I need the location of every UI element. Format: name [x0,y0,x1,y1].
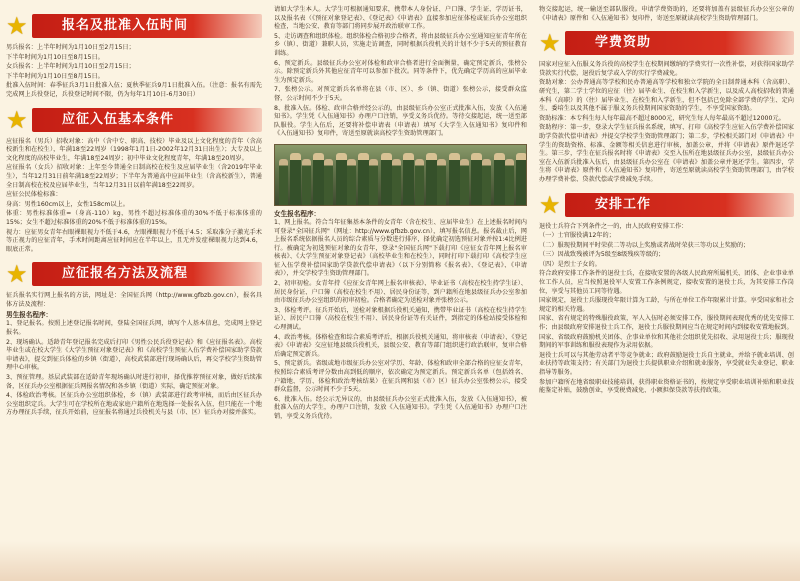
paragraph: 2、初审初检。女青年持《应征女青年网上报名审核表》、毕业证书（高校在校生持学生证）、居民身份证、户口簿（高校在校生不用）、居民身份证等，到户籍所在地县级征兵办公室参加由市级征兵办公室组织的初审初检。合格者确定为送检对象并张榜公示。 [274,280,527,305]
paragraph: 退役士兵可以与其他劳动者平等竞争就业；政府鼓励退役士兵自主就业，并给予就业培训、创业扶持等政策支持；有关部门为退役士兵提供职业介绍和就业服务，享受就业失业登记、职业指导等服务。 [539,351,794,376]
soldier-figure [415,159,424,205]
paragraph: 女兵报名：上半年时间为1月10日至2月15日； [6,63,135,71]
section-header-job-placement [539,191,794,219]
paragraph: 应征报名（女兵）招收对象：上年至今普通全日制高校在校生及应届毕业生（含2019年毕业生），当年12月31日前年满18至22周岁；下半年为普通高中应届毕业生（含高校新生），普通全日制高校在校及应届毕业生，当年12月31日以前年满18至22周岁。 [6,164,262,189]
paragraph: （四）是烈士子女的。 [539,260,601,268]
soldier-figure [358,153,369,205]
section-title: 学费资助 [565,31,794,55]
soldier-figure [347,159,356,205]
soldier-figure [381,153,392,205]
section-header-tuition-aid [539,29,794,57]
soldier-figure [460,159,469,205]
soldier-figure [505,159,514,205]
paragraph: 应征报名（男兵）招收对象：高中（含中专、职高、技校）毕业及以上文化程度的青年（含高校新生和在校生），年满18至22周岁（1998年1月1日-2002年12月31日出生）；大专及以上文化程度的高校毕业生，年满18至24周岁；初中毕业文化程度青年，年满18至20周岁。 [6,137,262,162]
soldier-figure [426,153,437,205]
section-header-basic-conditions [6,106,262,134]
column-middle [268,0,533,581]
soldier-figure [324,159,333,205]
paragraph: 3、预征管理。基层武装部在适龄青年现场确认时进行初审，择优推荐预征对象，做好后续准备，区征兵办公室根据征兵网报名情况和各乡镇（街道）实际，确定预征对象。 [6,374,262,390]
soldiers-parade-photo [274,144,527,206]
paragraph: 男兵报名：上半年时间为1月10日至2月15日； [6,44,135,51]
paragraph: 下半年时间为1月10日至8月15日。 [6,72,104,80]
star-icon: ★ [6,260,28,289]
soldier-figure [403,153,414,205]
paragraph: 体重：男性标准体重=（身高-110）kg，男性不超过标准体重的30%不低于标准体重的15%；女生不超过标准体重的20%不低于标准体重的15%。 [6,210,262,226]
paragraph: 6、批准入伍。经公示无异议的，由县级征兵办公室正式批准入伍，发放《入伍通知书》，被批准入伍的大学生，办理户口注销，发放《入伍通知书》。学生凭《入伍通知书》办理户口注销，享受义务兵优待。 [274,395,527,420]
paragraph: 请如大学生本人。大学生可根据通知要求，携带本人身份证、户口簿、学生证、学历证书，以及报名表（《预征对象登记表》、《登记表》《申请表》直接参加应征体检或征兵办公室组织检查，当地公安、教育等部门将同步展开政治联审工作。 [274,6,527,31]
star-icon: ★ [6,12,28,40]
section-title: 安排工作 [565,193,794,217]
subheading: 女生报名程序： [274,209,321,218]
paragraph: 应征公民体检标准： [6,191,62,199]
paragraph: 国家对应征入伍服义务兵役的高校学生在校期间缴纳的学费实行一次性补偿，对获得国家助学贷款实行代偿，退役后复学或入学的实行学费减免。 [539,61,794,77]
paragraph: 资助程序：第一步，登录大学生征兵报名系统，填写、打印《高校学生应征入伍学费补偿国家助学贷款代偿申请表》并提交学校学生资助管理部门；第二步，学校相关部门对《申请表》中学生的资助资格、标准、金额等相关信息进行审核，加盖公章，并将《申请表》原件退还学生。第三步，学生在征兵报名时将《申请表》交至入伍所在地县级征兵办公室，县级征兵办公室在入伍新兵批准入伍后，由县级征兵办公室在《申请表》加盖公章并退还学生。第四步，学生将《申请表》原件和《入伍通知书》复印件，寄送至原就读高校学生资助管理部门，由学校办理学费补偿、贷款代偿或学费减免手续。 [539,124,794,183]
paragraph: 3、体检考评。征兵开始后，送检对象根据兵役机关通知，携带毕业证书（高校在校生持学生证）、居民户口簿（高校在校生不用）、居民身份证等有关证件，到指定的体检站接受体检和心理测试。 [274,306,527,332]
soldier-figure [336,153,347,205]
paragraph: 身高：男性160cm以上，女性158cm以上。 [6,200,129,208]
paragraph: 下半年时间为1月10日至8月15日。 [6,53,104,61]
soldier-figure [437,159,446,205]
column-right [533,0,800,581]
bottom-decoration [533,541,800,581]
bottom-decoration [268,541,533,581]
column-left [0,0,268,581]
section-header-apply-method [6,260,262,288]
paragraph: 国家、省级政府鼓励机关团体、企事业单位和其他社会组织优先招收、录用退役士兵；服现役期间的军事训练和服役表现作为录用依据。 [539,333,794,350]
paragraph: 6、预定新兵。县级征兵办公室对体检和政审合格者进行全面衡量，确定预定新兵，张榜公示。除预定新兵外其他应征青年可以参加下批次。同等条件下，优先确定学历高的应届毕业生为预定新兵。 [274,59,527,84]
paragraph: 符合政府安排工作条件的退役士兵，在接收安置的各级人民政府所属机关、团体、企业事业单位工作人员，应当按照退役军人安置工作条例规定，接收安置的退役士兵，为其安排工作岗位，享受与其他员工同等待遇。 [539,270,794,295]
paragraph: 1、登记报名。按照上述登记报名时间，登陆全国征兵网，填写个人基本信息，完成网上登记报名。 [6,320,262,337]
bottom-decoration [0,541,268,581]
paragraph: 征兵报名实行网上报名的方法，网址是：全国征兵网（http://www.gfbzb.gov.cn），报名具体方法及流程： [6,292,262,308]
paragraph: 7、张榜公示。对预定新兵名单将在县（市、区）、乡（镇、街道）张榜公示，接受群众监督，公示时间不少于5天。 [274,86,527,102]
paragraph: 批准入伍时间：春季征兵3月1日批准入伍；夏秋季征兵9月1日批准入伍。（注意：报名有需先完成网上兵役登记，兵役登记时间不限，仍为每年1月10日-6月30日） [6,82,262,98]
paragraph: 5、走访调查和组织体检。组织体检合格初步合格者，将由县级征兵办公室通知应征青年所在乡（镇）、街道）兼职人员，实施走访调查，同时根据兵役机关的计划不少于5天的预征教育训练。 [274,32,527,57]
soldier-figure [471,153,482,205]
section-title: 报名及批准入伍时间 [32,14,262,38]
soldier-figure [313,153,324,205]
paragraph: 参加户籍所在地省级职业技能培训，获得职业资格证书的，按规定享受职业培训补贴和职业技能鉴定补贴，鼓励创业，享受税费减免、小额担保贷款等扶持政策。 [539,378,794,395]
soldier-figure [302,159,311,205]
paragraph: 5、预定新兵。省级或地市级征兵办公室对学历、年龄、体检和政审全部合格的应征女青年，按照综合素质考评分数由高到低的顺序，依次确定为预定新兵。预定新兵名单（包括姓名、户籍地、学历、体检和政治考核结果）在征兵网和县（市）区）征兵办公室张榜公示，接受群众监督，公示时间不少于5天。 [274,360,527,394]
section-title: 应征报名方法及流程 [32,262,262,286]
soldier-figure [482,159,491,205]
paragraph: 国家、省有规定的特殊服役政策，军人入伍时必须安排工作，服役期间表现优秀的优先安排工作；由县级政府安排退役士兵工作，退役士兵服役期间应当在规定时间内到接收安置地报到。 [539,315,794,332]
star-icon: ★ [539,29,561,58]
soldier-figure [369,159,378,205]
paragraph: 视力：应征男女青年右眼裸眼视力不低于4.6，左眼裸眼视力不低于4.5；采取准分子激光手术等正视力的应征青年，手术时间距离应征时间应在半年以上，且无并发症裸眼视力达到4.6，眼底正常。 [6,228,262,253]
subheading: 男生报名程序： [6,311,53,320]
paragraph: 1、网上报名。符合当年征集基本条件的女青年（含在校生、应届毕业生）在上述报名时间内可登录"全国征兵网"（网址：http://www.gfbzb.gov.cn），填写报名信息。报名截止后，网上报名系统依据报名人员的综合素质与分数进行排序，择优确定初选预征对象并按1:4比例进行。被确定为初选预征对象的女青年，登录"全国征兵网"下载打印《应征女青年网上报名审核表》、《大学生预征对象登记表》（高校毕业生和在校生），同时打印下载打印《高校学生应征入伍学费补偿国家助学贷款代偿申请表》（以下分别简称《报名表》、《登记表》、《申请表》），并交学校学生资助管理部门。 [274,218,527,278]
paragraph: 4、政治考核。体格检查和综合素质考评后，根据兵役机关通知，将审核表（申请表）、《登记表》《申请表》交应征地县级兵役机关，县级公安、教育等部门组织进行政治联审，复审合格后确定预定新兵。 [274,333,527,358]
soldier-figure [290,153,301,205]
soldier-figure [516,153,527,205]
soldier-figure [279,159,288,205]
soldier-figure [494,153,505,205]
section-title: 应征入伍基本条件 [32,108,262,132]
paragraph: 资助对象：公办普通高等学校和民办普通高等学校和独立学院的全日制普通本科（含高职）、研究生，第二学士学位的应征（往）届毕业生、在校生和入学新生，以及成人高校招收的普通本科（高职）的（往）届毕业生、在校生和入学新生，但不包括已免除全部学费的学生、定向生、委培生以及其他不属于服义务兵役期间国家资助的学生，不享受国家资助。 [539,79,794,113]
paragraph: 物交接起运，统一输送至部队服役。申请学费资助的，还要将加盖有县级征兵办公室公章的《申请表》原件和《入伍通知书》复印件，寄送至原就读高校学生资助管理部门。 [539,6,794,22]
soldier-figure [449,153,460,205]
paragraph: 8、批准入伍。体检、政审合格并经公示的，由县级征兵办公室正式批准入伍，发放《入伍通知书》。学生凭《入伍通知书》办理户口注销，享受义务兵优待。等待交接起运，统一送至部队服役。学生入伍后，还要将补偿申请表（申请表）填写《大学生入伍通知书》复印件和《入伍通知书》复印件，寄送至原就读高校学生资助管理部门。 [274,104,527,138]
section-header-enlist-time [6,12,262,40]
paragraph: 国家规定，退役士兵服现役年限计算为工龄，与所在单位工作年限累计计算。享受国家和社会规定的相关待遇。 [539,297,794,313]
paragraph: （一）士官服役满12年的； [539,232,615,240]
paragraph: 4、体检政治考核。区征兵办公室组织体检，乡（镇）武装部进行政考审核，而后由区征兵办公室组织定兵。大学生可在学校所在地或家庭户籍所在地选择一处报名入伍，但只能在一个地方办理征兵手续，征兵开始前，应征报名将通过兵役机关与县（市、区）征兵办对接并落实。 [6,392,262,417]
paragraph: 2、现场确认。适龄青年登记报名完成后打印《男性公民兵役登记表》和《应征报名表》。高校毕业生或在校大学生《大学生预征对象登记表》和《高校学生预征入伍学费补偿国家助学贷款申请表》，提交到征兵体检的乡镇（街道），高校武装部进行现场确认后，再交学校学生资助管理中心审核。 [6,338,262,372]
soldier-figure [392,159,401,205]
paragraph: 资助标准：本专科生每人每年最高不超过8000元，研究生每人每年最高不超过12000元。 [539,114,785,122]
star-icon: ★ [6,105,28,134]
star-icon: ★ [539,190,561,219]
paragraph: （三）因战致残被评为5级至8级残疾等级的； [539,251,665,259]
paragraph: （二）服现役期间平时荣获二等功以上奖励或者战时荣获三等功以上奖励的； [539,241,750,249]
paragraph: 退役士兵符合下列条件之一的，由人民政府安排工作： [539,222,688,230]
